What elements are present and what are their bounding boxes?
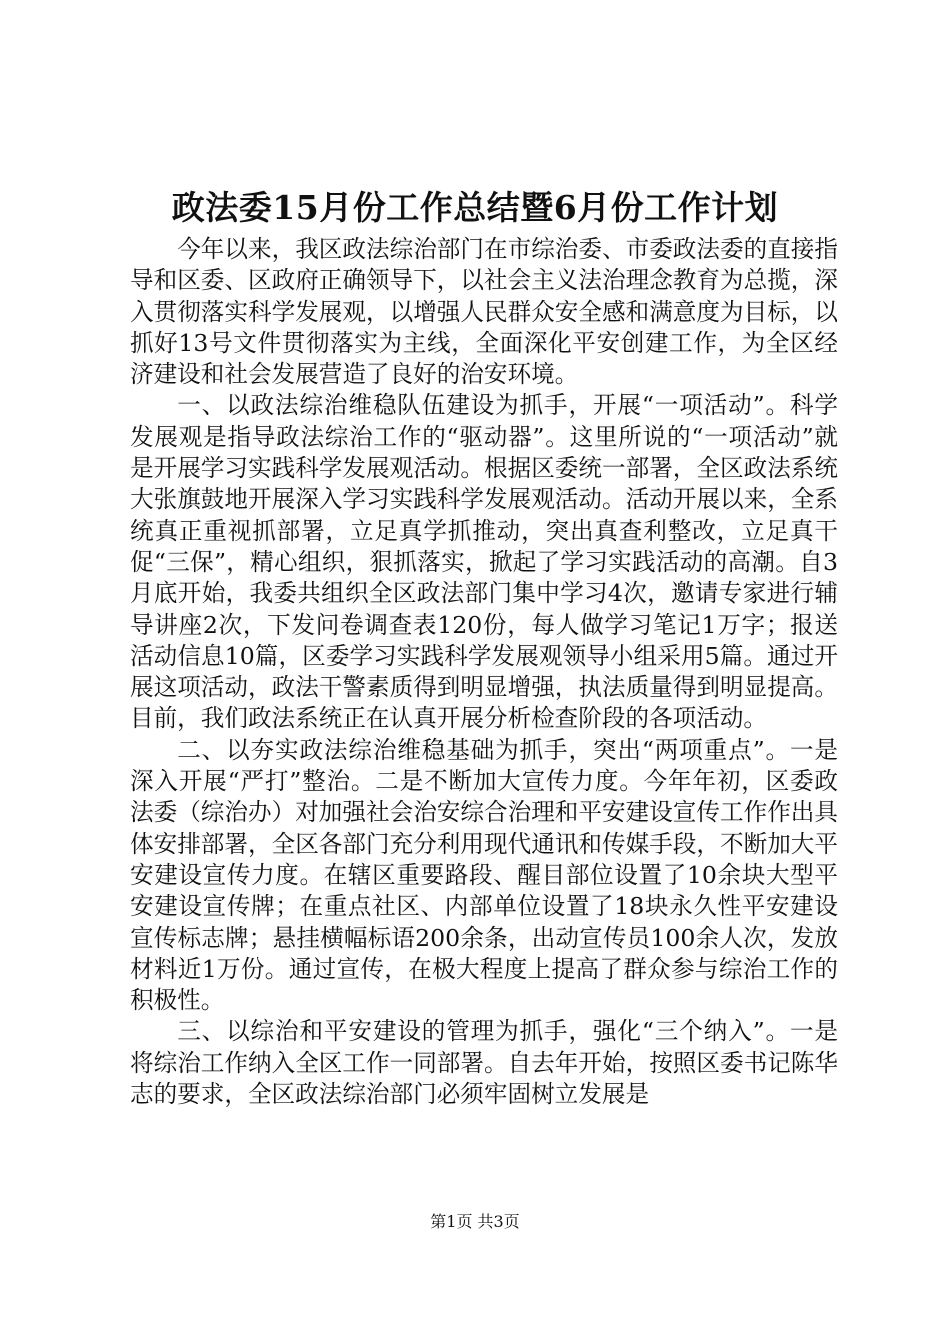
- paragraph-section-2: 二、以夯实政法综治维稳基础为抓手，突出“两项重点”。一是深入开展“严打”整治。二是不断加大宣传力度。今年年初，区委政法委（综治办）对加强社会治安综合治理和平安建设宣传工作作出具体安排部署，全区各部门充分利用现代通讯和传媒手段，不断加大平安建设宣传力度。在辖区重要路段、醒目部位设置了10余块大型平安建设宣传牌；在重点社区、内部单位设置了18块永久性平安建设宣传标志牌；悬挂横幅标语200余条，出动宣传员100余人次，发放材料近1万份。通过宣传，在极大程度上提高了群众参与综治工作的积极性。: [130, 735, 838, 1015]
- paragraph-section-1: 一、以政法综治维稳队伍建设为抓手，开展“一项活动”。科学发展观是指导政法综治工作的“驱动器”。这里所说的“一项活动”就是开展学习实践科学发展观活动。根据区委统一部署，全区政法系统大张旗鼓地开展深入学习实践科学发展观活动。活动开展以来，全系统真正重视抓部署，立足真学抓推动，突出真查利整改，立足真干促“三保”，精心组织，狠抓落实，掀起了学习实践活动的高潮。自3月底开始，我委共组织全区政法部门集中学习4次，邀请专家进行辅导讲座2次，下发问卷调查表120份，每人做学习笔记1万字；报送活动信息10篇，区委学习实践科学发展观领导小组采用5篇。通过开展这项活动，政法干警素质得到明显增强，执法质量得到明显提高。目前，我们政法系统正在认真开展分析检查阶段的各项活动。: [130, 391, 838, 733]
- paragraph-section-3: 三、以综治和平安建设的管理为抓手，强化“三个纳入”。一是将综治工作纳入全区工作一同部署。自去年开始，按照区委书记陈华志的要求，全区政法综治部门必须牢固树立发展是: [130, 1017, 838, 1109]
- document-title: 政法委15月份工作总结暨6月份工作计划: [171, 188, 779, 227]
- document-body: [130, 234, 838, 1110]
- paragraph-intro: 今年以来，我区政法综治部门在市综治委、市委政法委的直接指导和区委、区政府正确领导下，以社会主义法治理念教育为总揽，深入贯彻落实科学发展观，以增强人民群众安全感和满意度为目标，以抓好13号文件贯彻落实为主线，全面深化平安创建工作，为全区经济建设和社会发展营造了良好的治安环境。: [130, 235, 838, 389]
- page-number-footer: 第1页 共3页: [430, 1212, 520, 1231]
